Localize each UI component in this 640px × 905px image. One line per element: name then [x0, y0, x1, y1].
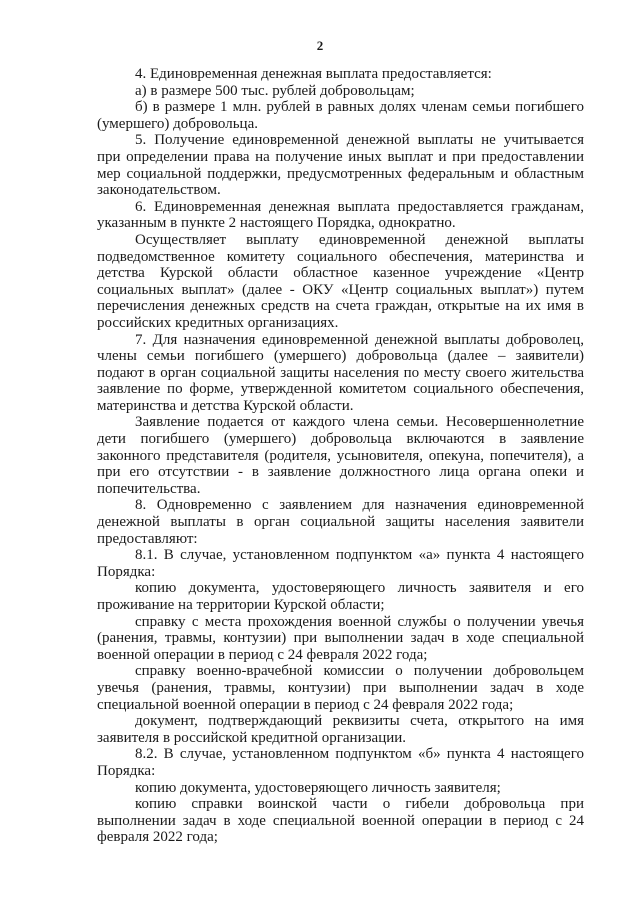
- text-line: Осуществляет выплату единовременной денежной выплаты: [135, 231, 584, 248]
- text-line: перечисления денежных средств на счета граждан, открытые на их имя в: [97, 298, 584, 315]
- text-line: выполнении задач в ходе специальной военной операции в период с 24: [97, 812, 584, 829]
- text-line: копию документа, удостоверяющего личность заявителя;: [135, 779, 501, 796]
- text-line: предоставляют:: [97, 530, 198, 547]
- text-line: увечья (ранения, травмы, контузии) при выполнении задач в ходе: [97, 679, 584, 696]
- text-line: 5. Получение единовременной денежной выплаты не учитывается: [135, 132, 584, 149]
- text-line: 4. Единовременная денежная выплата предоставляется:: [135, 66, 492, 82]
- text-line: проживание на территории Курской области;: [97, 597, 385, 613]
- text-line: заявление по форме, утвержденной комитетом социального обеспечения,: [97, 381, 584, 398]
- text-line: 7. Для назначения единовременной денежной выплаты доброволец,: [135, 331, 584, 348]
- text-line: 8.2. В случае, установленном подпунктом «б» пункта 4 настоящего: [135, 746, 584, 763]
- text-line: документ, подтверждающий реквизиты счета, открытого на имя: [135, 713, 584, 730]
- text-line: при его отсутствии - в заявление должностного лица органа опеки и: [97, 464, 584, 481]
- text-line: Заявление подается от каждого члена семьи. Несовершеннолетние: [135, 414, 584, 431]
- text-line: февраля 2022 года;: [97, 829, 218, 846]
- text-line: копию справки воинской части о гибели добровольца при: [135, 796, 584, 813]
- text-line: указанным в пункте 2 настоящего Порядка, однократно.: [97, 215, 456, 232]
- text-line: (ранения, травмы, контузии) при выполнении задач в ходе специальной: [97, 630, 584, 647]
- text-line: 8. Одновременно с заявлением для назначения единовременной: [135, 497, 584, 514]
- text-line: Порядка:: [97, 563, 156, 580]
- text-line: копию документа, удостоверяющего личность заявителя и его: [135, 580, 584, 597]
- text-line: 8.1. В случае, установленном подпунктом «а» пункта 4 настоящего: [135, 547, 584, 564]
- page-number: 2: [316, 38, 324, 53]
- text-line: попечительства.: [97, 480, 201, 497]
- text-line: дети погибшего (умершего) добровольца включаются в заявление: [97, 431, 584, 448]
- text-line: законного представителя (родителя, усыновителя, опекуна, попечителя), а: [97, 447, 584, 464]
- text-line: российских кредитных организациях.: [97, 314, 339, 331]
- text-line: денежной выплаты в орган социальной защиты населения заявители: [97, 514, 584, 531]
- text-line: социальных выплат» (далее - ОКУ «Центр социальных выплат») путем: [97, 281, 584, 298]
- document-body: [97, 66, 584, 846]
- text-line: справку с места прохождения военной службы о получении увечья: [135, 613, 584, 630]
- text-line: справку военно-врачебной комиссии о получении добровольцем: [135, 663, 584, 680]
- text-line: а) в размере 500 тыс. рублей добровольцам;: [135, 82, 415, 99]
- text-line: подведомственное комитету социального обеспечения, материнства и: [97, 248, 584, 265]
- text-line: законодательством.: [97, 182, 221, 199]
- text-line: 6. Единовременная денежная выплата предоставляется гражданам,: [135, 198, 584, 215]
- text-line: (умершего) добровольца.: [97, 115, 258, 132]
- text-line: материнства и детства Курской области.: [97, 397, 354, 414]
- text-line: военной операции в период с 24 февраля 2022 года;: [97, 646, 428, 663]
- text-line: мер социальной поддержки, предусмотренных федеральным и областным: [97, 165, 584, 182]
- text-line: детства Курской области областное казенное учреждение «Центр: [97, 265, 584, 282]
- text-line: при определении права на получение иных выплат и при предоставлении: [97, 148, 584, 165]
- text-line: подают в орган социальной защиты населения по месту своего жительства: [97, 364, 584, 381]
- text-line: заявителя в российской кредитной организации.: [97, 729, 407, 746]
- text-line: Порядка:: [97, 762, 156, 779]
- text-line: члены семьи погибшего (умершего) добровольца (далее – заявители): [97, 348, 584, 365]
- text-line: специальной военной операции в период с 24 февраля 2022 года;: [97, 696, 514, 713]
- text-line: б) в размере 1 млн. рублей в равных долях членам семьи погибшего: [135, 99, 584, 116]
